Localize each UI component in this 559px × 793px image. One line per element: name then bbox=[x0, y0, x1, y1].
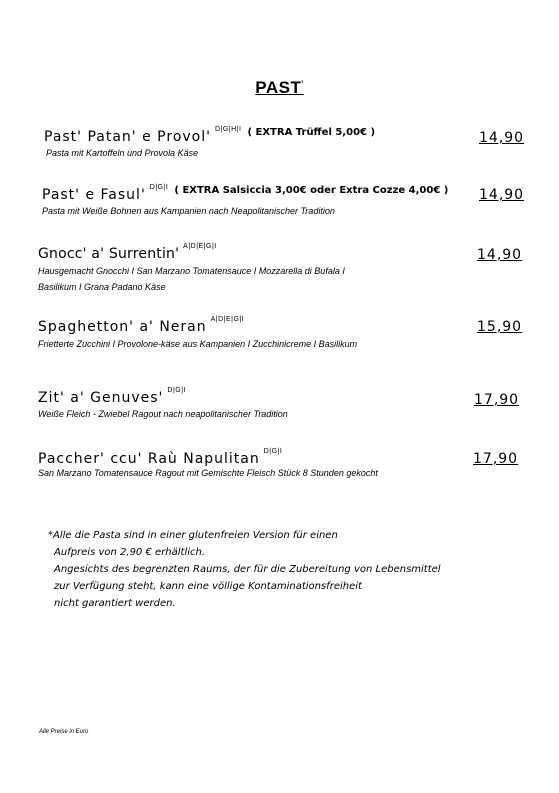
note-line: nicht garantiert werden. bbox=[54, 598, 176, 609]
menu-item-price: 14,90 bbox=[479, 130, 525, 146]
note-line: Angesichts des begrenzten Raums, der für die Zubereitung von Lebensmittel bbox=[54, 564, 441, 575]
menu-item-name: Spaghetton' a' Neran $^{A|D|E|G|I}$ bbox=[38, 316, 245, 335]
menu-item-description: Frietterte Zucchini I Provolone-käse aus Kampanien I Zucchinicreme I Basilikum bbox=[38, 339, 358, 349]
menu-item-name: Past' e Fasul' $^{D|G|I}$ $^{( EXTRA Salsiccia 3,00€ oder Extra Cozze 4,00€ )}$ bbox=[42, 184, 449, 203]
menu-item-name: Gnocc' a' Surrentin' $^{A|D|E|G|I}$ bbox=[38, 243, 217, 262]
menu-item-description: Pasta mit Kartoffeln und Provola Käse bbox=[46, 148, 199, 158]
menu-item-description: Weiße Fleich - Zwiebel Ragout nach neapolitanischer Tradition bbox=[38, 409, 288, 419]
note-line: *Alle die Pasta sind in einer glutenfreien Version für einen bbox=[48, 530, 338, 541]
menu-item-price: 14,90 bbox=[477, 247, 523, 263]
menu-item-price: 17,90 bbox=[473, 451, 519, 467]
extra-option: ( EXTRA Salsiccia 3,00€ oder Extra Cozze 4,00€ ) bbox=[174, 185, 449, 196]
allergen-codes: A|D|E|G|I bbox=[210, 316, 245, 323]
menu-item-name: Paccher' ccu' Raù Napulitan $^{D|G|I}$ bbox=[38, 448, 283, 467]
menu-item-description: San Marzano Tomatensauce Ragout mit Gemischte Fleisch Stück 8 Stunden gekocht bbox=[38, 468, 378, 478]
menu-item-description: Pasta mit Weiße Bohnen aus Kampanien nach Neapolitanischer Tradition bbox=[42, 206, 335, 216]
allergen-codes: D|G|I bbox=[263, 448, 283, 455]
extra-option: ( EXTRA Trüffel 5,00€ ) bbox=[247, 127, 376, 138]
allergen-codes: D|G|I bbox=[149, 184, 169, 191]
menu-item-name: Past' Patan' e Provol' $^{D|G|H|I}$ $^{( EXTRA Trüffel 5,00€ )}$ bbox=[44, 126, 376, 145]
gluten-free-note bbox=[48, 527, 448, 612]
menu-item-price: 17,90 bbox=[474, 392, 520, 408]
menu-item-name: Zit' a' Genuves' $^{D|G|I}$ bbox=[38, 387, 186, 406]
allergen-codes: A|D|E|G|I bbox=[183, 243, 217, 250]
allergen-codes: D|G|H|I bbox=[214, 126, 242, 133]
menu-item-price: 15,90 bbox=[477, 319, 523, 335]
menu-item-description: Hausgemacht Gnocchi I San Marzano Tomatensauce I Mozzarella di Bufala I Basilikum I Grana Padano Käse bbox=[38, 266, 345, 292]
note-line: Aufpreis von 2,90 € erhältlich. bbox=[54, 547, 206, 558]
prices-footer: Alle Preise in Euro bbox=[39, 729, 89, 735]
page-title: PAST' bbox=[255, 78, 304, 97]
note-line: zur Verfügung steht, kann eine völlige Kontaminationsfreiheit bbox=[54, 581, 362, 592]
allergen-codes: D|G|I bbox=[167, 387, 186, 394]
menu-item-price: 14,90 bbox=[479, 187, 525, 203]
